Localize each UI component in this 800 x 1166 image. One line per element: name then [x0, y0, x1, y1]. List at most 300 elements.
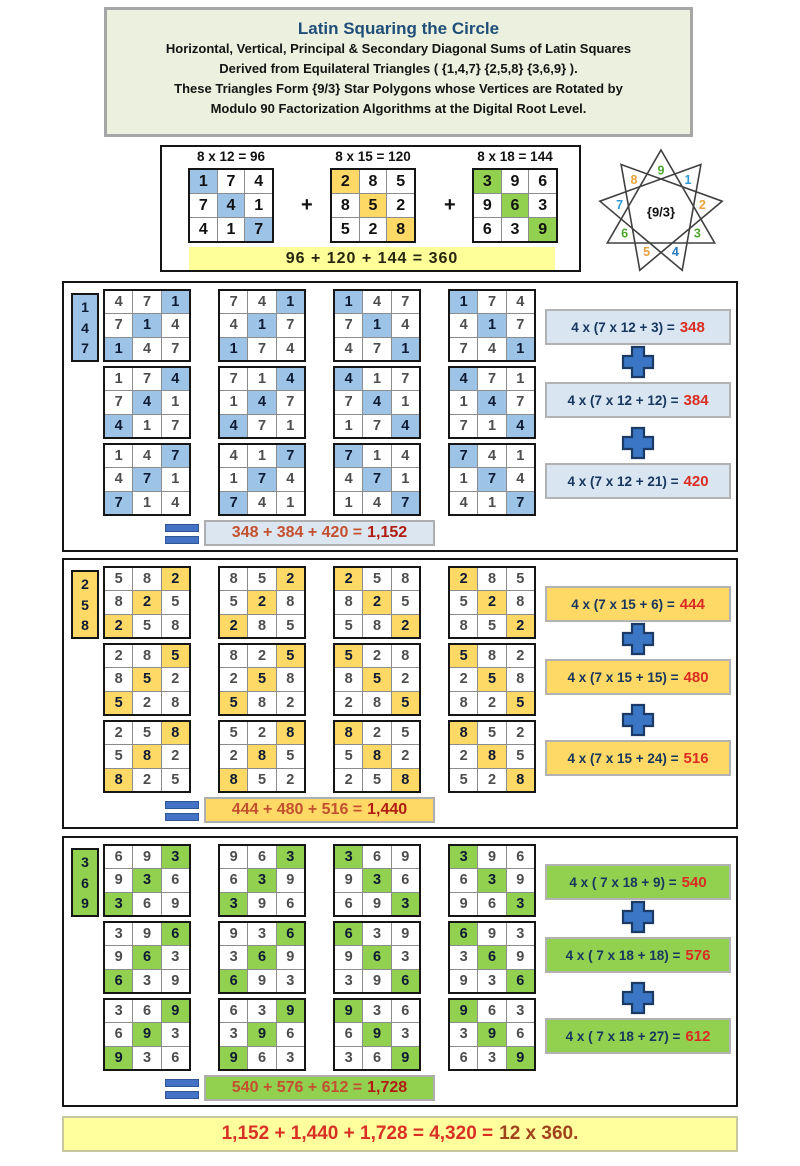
- square-cell: 4: [133, 338, 160, 360]
- square-cell: 8: [507, 769, 534, 791]
- square-cell: 3: [277, 970, 304, 992]
- strip-258: [71, 570, 99, 639]
- square-cell: 4: [450, 492, 477, 514]
- square-cell: 6: [478, 1000, 505, 1022]
- square-cell: 8: [363, 615, 390, 637]
- formula-box: [545, 1018, 731, 1054]
- square-cell: 2: [162, 668, 189, 690]
- formula-expr: 4 x (7 x 15 + 6) =: [571, 596, 675, 612]
- square-cell: 3: [363, 869, 390, 891]
- square-cell: 9: [105, 1047, 132, 1069]
- square-cell: 6: [507, 846, 534, 868]
- square-cell: 6: [277, 1023, 304, 1045]
- square-cell: 2: [335, 769, 362, 791]
- strip-digit: 7: [81, 339, 89, 356]
- square-cell: 2: [162, 745, 189, 767]
- square-cell: 9: [450, 1000, 477, 1022]
- square-cell: 5: [363, 769, 390, 791]
- square-cell: 5: [392, 591, 419, 613]
- square-cell: 6: [220, 970, 247, 992]
- square-cell: 7: [105, 391, 132, 413]
- square-cell: 3: [248, 1000, 275, 1022]
- latin-square: [218, 366, 306, 439]
- strip-digit: 4: [81, 319, 89, 336]
- latin-square: [103, 998, 191, 1071]
- square-cell: 8: [277, 591, 304, 613]
- square-cell: 4: [363, 391, 390, 413]
- square-cell: 7: [133, 468, 160, 490]
- square-cell: 2: [220, 615, 247, 637]
- square-cell: 7: [105, 314, 132, 336]
- header-line-4: Modulo 90 Factorization Algorithms at the Digital Root Level.: [210, 101, 587, 116]
- section-sum-box: [204, 1075, 435, 1101]
- square-cell: 4: [507, 291, 534, 313]
- strip-digit: 2: [81, 576, 89, 593]
- square-cell: 1: [162, 391, 189, 413]
- squares-grid-258: [103, 566, 536, 793]
- square-cell: 3: [507, 1000, 534, 1022]
- latin-square: [333, 289, 421, 362]
- square-cell: 4: [478, 445, 505, 467]
- square-cell: 4: [248, 391, 275, 413]
- square-cell: 2: [162, 568, 189, 590]
- square-cell: 1: [363, 445, 390, 467]
- square-cell: 4: [363, 492, 390, 514]
- square-cell: 1: [248, 314, 275, 336]
- grand-total-result: 12 x 360.: [499, 1123, 579, 1144]
- square-cell: 3: [162, 846, 189, 868]
- square-cell: 4: [363, 291, 390, 313]
- square-cell: 5: [133, 668, 160, 690]
- latin-square: [103, 921, 191, 994]
- plus-icon: [621, 900, 655, 934]
- square-cell: 7: [507, 492, 534, 514]
- square-cell: 3: [133, 869, 160, 891]
- square-cell: 1: [105, 445, 132, 467]
- square-cell: 1: [220, 338, 247, 360]
- square-cell: 9: [220, 923, 247, 945]
- formula-box: [545, 382, 731, 418]
- latin-square: [218, 566, 306, 639]
- square-cell: 4: [162, 368, 189, 390]
- seed-sum-bar: 96 + 120 + 144 = 360: [189, 247, 555, 270]
- formula-box: [545, 864, 731, 900]
- square-cell: 7: [363, 415, 390, 437]
- square-cell: 6: [363, 946, 390, 968]
- square-cell: 6: [450, 923, 477, 945]
- square-cell: 2: [363, 722, 390, 744]
- latin-square: [448, 998, 536, 1071]
- square-cell: 9: [162, 893, 189, 915]
- square-cell: 9: [105, 946, 132, 968]
- square-cell: 2: [105, 722, 132, 744]
- plus-sign: +: [301, 194, 313, 216]
- square-cell: 8: [478, 745, 505, 767]
- square-cell: 6: [478, 893, 505, 915]
- square-cell: 4: [105, 291, 132, 313]
- square-cell: 7: [392, 492, 419, 514]
- square-cell: 1: [363, 368, 390, 390]
- square-cell: 9: [507, 946, 534, 968]
- square-cell: 9: [478, 846, 505, 868]
- square-cell: 8: [478, 645, 505, 667]
- square-cell: 8: [363, 692, 390, 714]
- strip-digit: 6: [81, 874, 89, 891]
- square-cell: 1: [450, 291, 477, 313]
- square-cell: 3: [162, 1023, 189, 1045]
- square-cell: 5: [133, 722, 160, 744]
- square-cell: 5: [450, 769, 477, 791]
- square-cell: 7: [450, 445, 477, 467]
- square-cell: 6: [450, 869, 477, 891]
- square-cell: 5: [162, 769, 189, 791]
- square-cell: 9: [507, 1047, 534, 1069]
- section-258: [62, 558, 738, 829]
- square-cell: 6: [133, 893, 160, 915]
- square-cell: 4: [507, 415, 534, 437]
- square-cell: 7: [277, 391, 304, 413]
- square-cell: 1: [363, 314, 390, 336]
- square-cell: 7: [248, 415, 275, 437]
- latin-square: [103, 643, 191, 716]
- square-cell: 9: [133, 923, 160, 945]
- square-cell: 8: [478, 568, 505, 590]
- formula-expr: 4 x (7 x 12 + 21) =: [567, 473, 679, 489]
- latin-square: [448, 643, 536, 716]
- square-cell: 2: [450, 745, 477, 767]
- formula-box: [545, 309, 731, 345]
- square-cell: 9: [105, 869, 132, 891]
- square-cell: 3: [478, 869, 505, 891]
- square-cell: 6: [335, 923, 362, 945]
- latin-square: [333, 921, 421, 994]
- square-cell: 6: [133, 946, 160, 968]
- strip-digit: 1: [81, 299, 89, 316]
- latin-square: [188, 168, 274, 243]
- square-cell: 8: [450, 692, 477, 714]
- formula-box: [545, 740, 731, 776]
- square-cell: 4: [277, 368, 304, 390]
- svg-text:5: 5: [643, 244, 651, 259]
- sum-result: 1,152: [367, 524, 408, 541]
- square-cell: 6: [502, 194, 529, 217]
- square-cell: 5: [387, 170, 414, 193]
- square-cell: 7: [277, 445, 304, 467]
- square-cell: 2: [335, 568, 362, 590]
- square-cell: 7: [245, 218, 272, 241]
- square-cell: 4: [450, 368, 477, 390]
- square-cell: 9: [248, 970, 275, 992]
- latin-square: [218, 844, 306, 917]
- square-cell: 1: [507, 368, 534, 390]
- square-cell: 3: [363, 923, 390, 945]
- latin-square: [333, 720, 421, 793]
- svg-text:8: 8: [630, 173, 638, 188]
- square-cell: 8: [507, 668, 534, 690]
- header-box: [104, 7, 693, 137]
- square-cell: 9: [392, 923, 419, 945]
- square-cell: 5: [360, 194, 387, 217]
- square-cell: 5: [162, 645, 189, 667]
- square-cell: 5: [363, 568, 390, 590]
- square-cell: 8: [133, 568, 160, 590]
- formula-result: 612: [685, 1027, 711, 1045]
- square-cell: 4: [220, 445, 247, 467]
- plus-icon: [621, 622, 655, 656]
- square-cell: 3: [392, 1023, 419, 1045]
- square-cell: 2: [277, 769, 304, 791]
- section-sum-box: [204, 797, 435, 823]
- square-cell: 4: [478, 338, 505, 360]
- square-cell: 6: [392, 970, 419, 992]
- square-cell: 2: [392, 745, 419, 767]
- square-cell: 7: [363, 338, 390, 360]
- square-cell: 5: [363, 668, 390, 690]
- equals-icon: [165, 801, 199, 821]
- square-cell: 3: [392, 946, 419, 968]
- square-cell: 1: [105, 368, 132, 390]
- square-cell: 3: [335, 846, 362, 868]
- square-cell: 3: [248, 923, 275, 945]
- square-cell: 8: [105, 591, 132, 613]
- formula-result: 384: [683, 391, 709, 409]
- square-cell: 7: [248, 468, 275, 490]
- square-cell: 1: [190, 170, 217, 193]
- square-cell: 5: [248, 668, 275, 690]
- strip-147: [71, 293, 99, 362]
- square-cell: 2: [277, 692, 304, 714]
- square-cell: 2: [248, 722, 275, 744]
- square-cell: 7: [478, 291, 505, 313]
- square-cell: 9: [133, 846, 160, 868]
- formula-expr: 4 x (7 x 12 + 12) =: [567, 392, 679, 408]
- latin-square: [103, 844, 191, 917]
- square-cell: 2: [450, 668, 477, 690]
- squares-grid-147: [103, 289, 536, 516]
- square-cell: 7: [450, 415, 477, 437]
- square-cell: 4: [162, 492, 189, 514]
- square-cell: 9: [363, 970, 390, 992]
- seed-label-144: 8 x 18 = 144: [477, 149, 553, 164]
- square-cell: 5: [507, 568, 534, 590]
- plus-sign: +: [444, 194, 456, 216]
- square-cell: 6: [450, 1047, 477, 1069]
- latin-square: [218, 289, 306, 362]
- square-cell: 1: [248, 445, 275, 467]
- square-cell: 3: [450, 846, 477, 868]
- square-cell: 8: [450, 722, 477, 744]
- sum-expr: 540 + 576 + 612 =: [231, 1079, 363, 1096]
- square-cell: 2: [478, 692, 505, 714]
- square-cell: 4: [248, 492, 275, 514]
- square-cell: 5: [392, 692, 419, 714]
- section-369: [62, 836, 738, 1107]
- square-cell: 1: [335, 492, 362, 514]
- square-cell: 7: [220, 492, 247, 514]
- latin-square: [218, 643, 306, 716]
- square-cell: 8: [248, 745, 275, 767]
- square-cell: 6: [105, 970, 132, 992]
- square-cell: 9: [335, 1000, 362, 1022]
- square-cell: 3: [507, 923, 534, 945]
- square-cell: 6: [335, 893, 362, 915]
- square-cell: 9: [392, 846, 419, 868]
- latin-square: [448, 289, 536, 362]
- latin-square: [333, 643, 421, 716]
- square-cell: 9: [450, 970, 477, 992]
- square-cell: 3: [335, 1047, 362, 1069]
- square-cell: 1: [220, 391, 247, 413]
- formula-expr: 4 x (7 x 15 + 15) =: [567, 669, 679, 685]
- square-cell: 2: [507, 615, 534, 637]
- square-cell: 4: [335, 468, 362, 490]
- square-cell: 1: [162, 468, 189, 490]
- square-cell: 1: [450, 391, 477, 413]
- sum-expr: 348 + 384 + 420 =: [231, 524, 363, 541]
- square-cell: 5: [133, 615, 160, 637]
- latin-square: [218, 720, 306, 793]
- strip-digit: 9: [81, 894, 89, 911]
- square-cell: 7: [363, 468, 390, 490]
- square-cell: 8: [162, 722, 189, 744]
- square-cell: 7: [335, 445, 362, 467]
- section-147: [62, 281, 738, 552]
- square-cell: 7: [335, 314, 362, 336]
- svg-text:2: 2: [698, 198, 706, 213]
- square-cell: 5: [335, 615, 362, 637]
- square-cell: 5: [277, 745, 304, 767]
- square-cell: 2: [220, 668, 247, 690]
- square-cell: 5: [507, 745, 534, 767]
- square-cell: 5: [220, 692, 247, 714]
- square-cell: 6: [220, 869, 247, 891]
- square-cell: 6: [277, 893, 304, 915]
- grand-total-expr: 1,152 + 1,440 + 1,728 = 4,320 =: [221, 1123, 494, 1144]
- formula-expr: 4 x ( 7 x 18 + 27) =: [565, 1028, 681, 1044]
- svg-text:{9/3}: {9/3}: [646, 204, 676, 220]
- latin-square: [103, 289, 191, 362]
- square-cell: 2: [363, 591, 390, 613]
- square-cell: 3: [335, 970, 362, 992]
- square-cell: 8: [133, 645, 160, 667]
- square-cell: 1: [133, 314, 160, 336]
- svg-text:4: 4: [671, 244, 679, 259]
- square-cell: 9: [162, 1000, 189, 1022]
- square-cell: 1: [162, 291, 189, 313]
- square-cell: 2: [133, 769, 160, 791]
- squares-grid-369: [103, 844, 536, 1071]
- latin-square: [218, 998, 306, 1071]
- square-cell: 3: [363, 1000, 390, 1022]
- square-cell: 7: [392, 291, 419, 313]
- square-cell: 3: [392, 893, 419, 915]
- formula-result: 576: [685, 946, 711, 964]
- square-cell: 1: [392, 391, 419, 413]
- square-cell: 2: [105, 615, 132, 637]
- square-cell: 7: [507, 314, 534, 336]
- square-cell: 6: [392, 869, 419, 891]
- svg-text:6: 6: [621, 226, 629, 241]
- square-cell: 6: [478, 946, 505, 968]
- header-line-1: Horizontal, Vertical, Principal & Secondary Diagonal Sums of Latin Squares: [165, 41, 632, 56]
- square-cell: 6: [529, 170, 556, 193]
- square-cell: 2: [335, 692, 362, 714]
- square-cell: 5: [105, 692, 132, 714]
- square-cell: 8: [277, 722, 304, 744]
- square-cell: 1: [277, 291, 304, 313]
- square-cell: 5: [105, 568, 132, 590]
- square-cell: 8: [133, 745, 160, 767]
- square-cell: 8: [277, 668, 304, 690]
- square-cell: 7: [190, 194, 217, 217]
- square-cell: 6: [474, 218, 501, 241]
- square-cell: 6: [277, 923, 304, 945]
- square-cell: 7: [162, 445, 189, 467]
- square-cell: 3: [277, 1047, 304, 1069]
- square-cell: 6: [248, 1047, 275, 1069]
- latin-square: [103, 443, 191, 516]
- square-cell: 2: [332, 170, 359, 193]
- square-cell: 1: [133, 492, 160, 514]
- equals-icon: [165, 524, 199, 544]
- svg-text:9: 9: [657, 163, 665, 178]
- seed-square-369: [472, 168, 558, 243]
- square-cell: 8: [507, 591, 534, 613]
- latin-square: [448, 443, 536, 516]
- formula-result: 516: [683, 749, 709, 767]
- latin-square: [333, 566, 421, 639]
- square-cell: 3: [277, 846, 304, 868]
- square-cell: 4: [507, 468, 534, 490]
- strip-digit: 3: [81, 854, 89, 871]
- square-cell: 9: [220, 1047, 247, 1069]
- square-cell: 5: [220, 722, 247, 744]
- square-cell: 4: [162, 314, 189, 336]
- square-cell: 9: [478, 923, 505, 945]
- square-cell: 5: [335, 745, 362, 767]
- square-cell: 8: [162, 615, 189, 637]
- square-cell: 6: [392, 1000, 419, 1022]
- square-cell: 1: [507, 338, 534, 360]
- square-cell: 5: [277, 615, 304, 637]
- square-cell: 8: [248, 615, 275, 637]
- square-cell: 1: [507, 445, 534, 467]
- square-cell: 8: [248, 692, 275, 714]
- square-cell: 4: [218, 194, 245, 217]
- section-sum-box: [204, 520, 435, 546]
- svg-text:1: 1: [684, 173, 692, 188]
- square-cell: 9: [248, 1023, 275, 1045]
- formula-result: 444: [679, 595, 705, 613]
- plus-icon: [621, 703, 655, 737]
- square-cell: 9: [162, 970, 189, 992]
- square-cell: 1: [220, 468, 247, 490]
- square-cell: 2: [478, 769, 505, 791]
- square-cell: 2: [220, 745, 247, 767]
- square-cell: 7: [335, 391, 362, 413]
- square-cell: 7: [248, 338, 275, 360]
- square-cell: 3: [474, 170, 501, 193]
- square-cell: 5: [277, 645, 304, 667]
- square-cell: 3: [478, 970, 505, 992]
- latin-square: [333, 443, 421, 516]
- square-cell: 4: [133, 391, 160, 413]
- square-cell: 5: [478, 615, 505, 637]
- square-cell: 2: [248, 645, 275, 667]
- square-cell: 7: [478, 368, 505, 390]
- square-cell: 8: [363, 745, 390, 767]
- latin-square: [448, 720, 536, 793]
